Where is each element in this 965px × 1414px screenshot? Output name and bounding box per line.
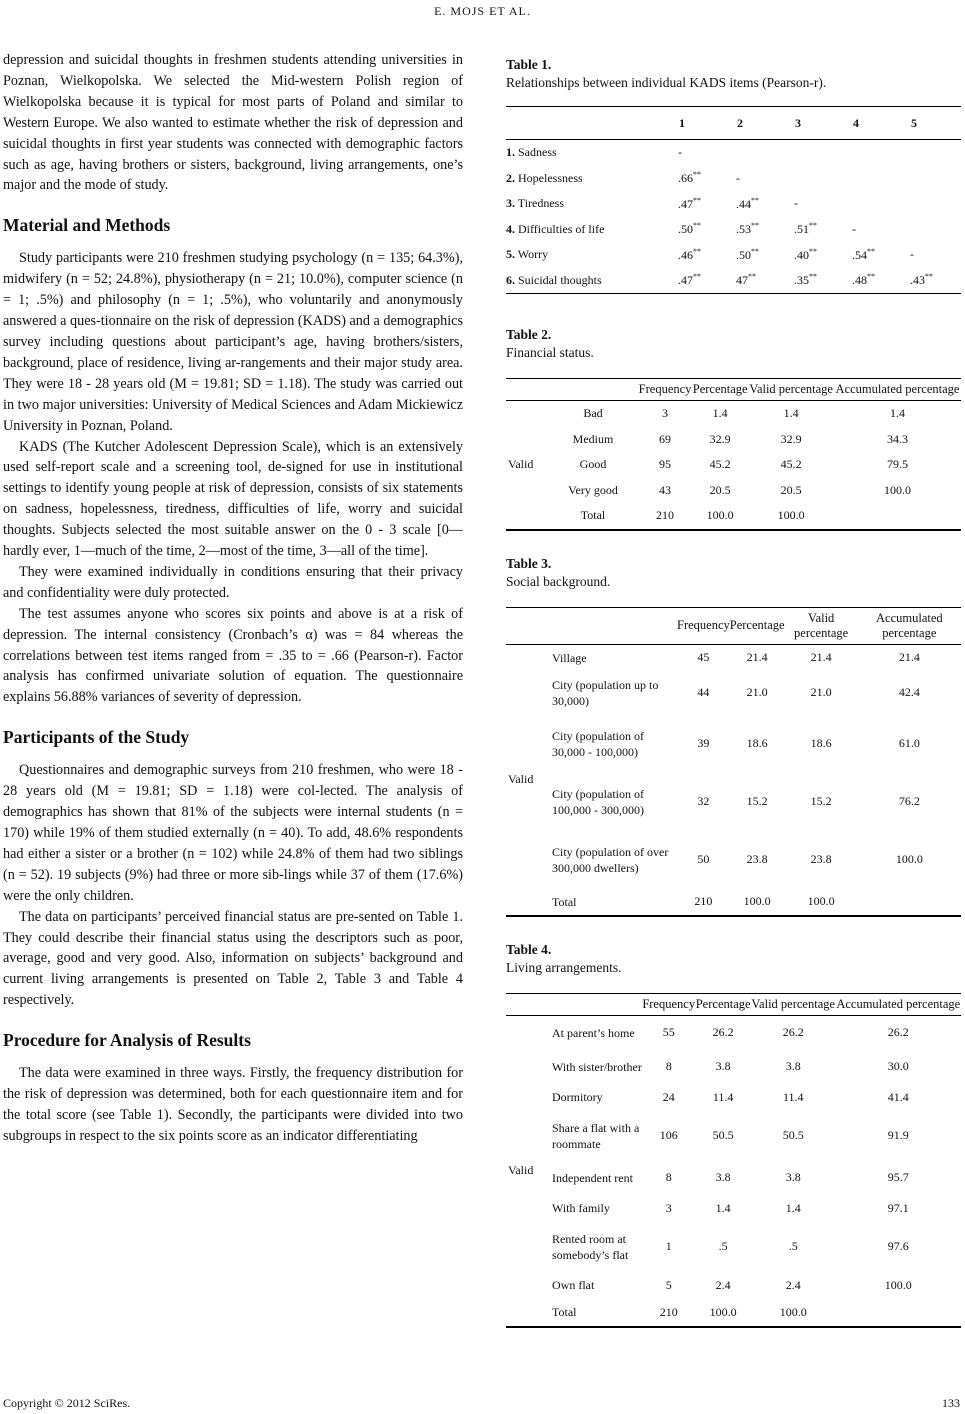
table-cell: 95 (659, 457, 672, 472)
table-cell: 95.7 (887, 1170, 909, 1184)
table-label: Table 4. (506, 941, 552, 957)
table-head (506, 379, 961, 401)
column-header: 4 (852, 107, 910, 140)
table-cell: .5 (718, 1239, 728, 1253)
header-row (506, 993, 961, 1015)
table-caption: Social background. (506, 573, 611, 589)
table-cell: 2.4 (715, 1277, 731, 1292)
table-cell: 76.2 (898, 794, 920, 808)
page-number: 133 (942, 1396, 960, 1410)
section-title-participants: Participants of the Study (3, 727, 190, 748)
paragraph: Questionnaires and demographic surveys from 210 freshmen, who were 18 - 28 years old (M = 19.81; SD = 1.18) were col-lected. The analysis of demographics has shown that 81% of the subjects were internal students (n = 170) while 19% of them studied externally (n = 40). To add, 48.6% respondents had either a sister or a brother (n = 102) while 24.8% of them had two siblings (n = 52). 19 subjects (9%) had three or more sib-lings while 37 of them (17.6%) were the only children. (3, 762, 463, 904)
table-cell: 91.9 (887, 1128, 909, 1142)
table-cell (834, 503, 961, 530)
table-cell: 21.4 (898, 650, 920, 664)
significance-mark: ** (809, 246, 817, 256)
valid-label: Valid (508, 772, 534, 786)
significance-mark: ** (748, 272, 756, 282)
table-cell: 45.2 (780, 457, 802, 472)
table-cell: 20.5 (780, 482, 802, 497)
table-correlations (506, 106, 961, 294)
table-cell: 2.4 (785, 1277, 801, 1292)
table-cell (794, 140, 852, 166)
table-cell: - (852, 221, 856, 236)
significance-mark: ** (693, 195, 701, 205)
table-row (506, 1161, 961, 1195)
table-cell: 50.5 (782, 1128, 804, 1142)
column-header (506, 379, 638, 401)
table-row (506, 217, 961, 243)
row-number: 1. (506, 145, 515, 160)
table-cell: - (794, 196, 798, 211)
valid-label: Valid (508, 1163, 534, 1177)
table-cell: 41.4 (887, 1089, 909, 1104)
table-cell: 100.0 (883, 482, 911, 497)
table-cell: 5 (665, 1277, 672, 1292)
row-label: 5. Worry (506, 247, 549, 262)
table-cell: 50.5 (712, 1128, 734, 1142)
table-cell (736, 140, 794, 166)
row-label: Bad (583, 406, 603, 421)
row-label: Very good (568, 482, 618, 497)
column-header: Percentage (695, 993, 751, 1015)
table-cell: 100.0 (777, 508, 805, 523)
table-row (506, 140, 961, 166)
table-cell: 3.8 (785, 1170, 801, 1184)
table-cell: 97.6 (887, 1239, 909, 1253)
table-cell: 34.3 (886, 431, 908, 446)
table-cell: 39 (697, 736, 710, 750)
row-label: Share a flat with a roommate (552, 1120, 640, 1151)
table-cell: 23.8 (746, 852, 768, 866)
table-row (506, 1050, 961, 1084)
table-cell: 210 (659, 1304, 678, 1319)
table-cell (910, 191, 961, 217)
table-row (506, 1299, 961, 1327)
table-cell: - (736, 170, 740, 185)
table-cell: .46** (678, 246, 701, 262)
table-row (506, 401, 961, 427)
table-label: Table 1. (506, 57, 552, 72)
table-cell: 1.4 (712, 406, 728, 421)
table-cell: 15.2 (746, 794, 768, 808)
table-cell: - (678, 145, 682, 160)
intro-paragraph: depression and suicidal thoughts in freshmen students attending universities in Poznan, Wielkopolska. We selected the Mid-western Polish region of Wielkopolska because it is typical for most parts of Poland and similar to Western Europe. We also wanted to estimate whether the risk of depression and suicidal thoughts in first year students was connected with demographic factors such as age, having brothers or sisters, background, living arrangements, one’s major and the mode of study. (3, 52, 463, 194)
row-label: Village (552, 650, 587, 665)
body-text-column (3, 50, 463, 1147)
paragraph: The data were examined in three ways. Firstly, the frequency distribution for the risk of depression was determined, both for each questionnaire item and for the total score (see Table 1). Secondly, the participants were divided into two subgroups in respect to the six points score as an indicator differentiating (3, 1065, 463, 1144)
row-label: With family (552, 1201, 610, 1215)
table-cell: 24 (662, 1089, 675, 1104)
table-cell: 100.0 (709, 1304, 737, 1319)
table-cell: 32.9 (709, 431, 731, 446)
table-cell: 18.6 (810, 736, 832, 750)
table-cell: .5 (788, 1239, 798, 1253)
row-label: City (population up to 30,000) (552, 677, 659, 708)
significance-mark: ** (693, 170, 701, 180)
column-header: Valid percentage (751, 993, 836, 1015)
table-row (506, 1084, 961, 1111)
table-cell: 21.0 (810, 685, 832, 699)
row-label: City (population of over 300,000 dwellers) (552, 844, 669, 875)
column-header: Frequency (638, 379, 692, 401)
table-cell: 55 (662, 1025, 675, 1039)
table-cell: 30.0 (887, 1059, 909, 1073)
table-cell: 21.4 (810, 650, 832, 664)
header-row (506, 607, 961, 644)
running-header: E. MOJS ET AL. (434, 4, 531, 18)
table-cell: 1.4 (889, 406, 905, 421)
row-label: Total (552, 894, 577, 909)
table-cell: 26.2 (782, 1025, 804, 1039)
row-number: 4. (506, 221, 515, 236)
table-cell: 43 (659, 482, 672, 497)
table-cell: 26.2 (712, 1025, 734, 1039)
table-row (506, 889, 961, 916)
table-cell: 21.0 (746, 685, 768, 699)
paragraph: They were examined individually in conditions ensuring that their privacy and confidentiality were duly protected. (3, 563, 463, 601)
row-label: Good (579, 457, 607, 472)
significance-mark: ** (693, 272, 701, 282)
table-cell: .53** (736, 221, 759, 237)
table-row (506, 478, 961, 504)
table-cell: 32.9 (780, 431, 802, 446)
table-cell: .54** (852, 246, 875, 262)
column-header: Percentage (692, 379, 748, 401)
table-cell: 100.0 (743, 894, 771, 908)
table-head (506, 607, 961, 644)
table-cell: 100.0 (895, 852, 923, 866)
table-cell: 50 (697, 852, 710, 866)
table-cell: .47** (678, 272, 701, 288)
table-cell: 1.4 (715, 1200, 731, 1215)
valid-label: Valid (508, 457, 534, 472)
significance-mark: ** (809, 272, 817, 282)
paragraph: KADS (The Kutcher Adolescent Depression Scale), which is an extensively used self-report scale and a screening tool, de-signed for use in institutional settings to identify young people at risk of depression, consists of six statements on sadness, hopelessness, tiredness, difficulties of life, worry and suicidal thoughts. Subjects selected the most suitable answer on the 0 - 3 scale [0—hardly ever, 1—much of the time, 2—most of the time, 3—all of the time]. (3, 438, 463, 560)
table-row (506, 452, 961, 478)
table-cell: .35** (794, 272, 817, 288)
table-social-background (506, 607, 961, 917)
table-cell (910, 140, 961, 166)
table-label: Table 2. (506, 327, 552, 342)
significance-mark: ** (693, 221, 701, 231)
table-row (506, 644, 961, 671)
column-header (506, 993, 642, 1015)
table-cell: .40** (794, 246, 817, 262)
table-cell: 21.4 (746, 650, 768, 664)
table-cell: 3 (662, 406, 669, 421)
significance-mark: ** (809, 221, 817, 231)
table-cell: 61.0 (898, 736, 920, 750)
table-cell: 1.4 (783, 406, 799, 421)
significance-mark: ** (751, 195, 759, 205)
table-row (506, 427, 961, 453)
table-row (506, 503, 961, 530)
table-head (506, 993, 961, 1015)
column-header: 3 (794, 107, 852, 140)
column-header: Percentage (730, 607, 785, 644)
table-cell: 79.5 (886, 457, 908, 472)
table-cell: 47** (736, 272, 756, 288)
table-cell (852, 140, 910, 166)
column-header: Accumulated percentage (858, 607, 961, 644)
table-cell: 44 (697, 685, 710, 699)
row-label: Own flat (552, 1278, 595, 1292)
table-caption: Relationships between individual KADS items (Pearson-r). (506, 75, 827, 90)
header-row (506, 379, 961, 401)
row-label: Total (580, 508, 606, 523)
row-label: City (population of 100,000 - 300,000) (552, 786, 644, 817)
table-row (506, 831, 961, 889)
table-row (506, 773, 961, 831)
column-header (506, 607, 677, 644)
table-caption: Financial status. (506, 345, 594, 360)
column-header: Frequency (677, 607, 730, 644)
table-living-arrangements (506, 993, 961, 1328)
row-label: Rented room at somebody’s flat (552, 1231, 629, 1262)
table-row (506, 1015, 961, 1050)
row-label: 6. Suicidal thoughts (506, 272, 602, 287)
table-cell: 11.4 (782, 1089, 804, 1104)
table-cell: 20.5 (709, 482, 731, 497)
table-row (506, 242, 961, 268)
table-cell: 15.2 (810, 794, 832, 808)
row-label: Medium (572, 431, 614, 446)
table-row (506, 268, 961, 294)
table-cell: .43** (910, 272, 933, 288)
column-header: Frequency (642, 993, 695, 1015)
column-header: 2 (736, 107, 794, 140)
table-cell: 100.0 (779, 1304, 807, 1319)
table-cell: 100.0 (807, 894, 835, 908)
table-row (506, 715, 961, 773)
table-row (506, 1272, 961, 1299)
table-row (506, 191, 961, 217)
table-cell: 42.4 (898, 685, 920, 699)
table-cell: 11.4 (712, 1089, 734, 1104)
row-label: 4. Difficulties of life (506, 221, 605, 236)
table-cell (852, 166, 910, 192)
table-body (506, 1015, 961, 1327)
table-cell: .48** (852, 272, 875, 288)
table-row (506, 671, 961, 715)
table-cell: 1 (665, 1239, 672, 1253)
table-cell: 100.0 (706, 508, 734, 523)
table-cell: .50** (736, 246, 759, 262)
paragraph: The test assumes anyone who scores six points and above is at a risk of depression. The internal consistency (Cronbach’s α) was = 84 whereas the correlations between test items ranged from = .35 to = .66 (Pearson-r). Factor analysis has confirmed univariate solution of equation. The questionnaire explains 56.88% variances of severity of depression. (3, 605, 463, 706)
table-cell: .47** (678, 195, 701, 211)
table-cell: 3.8 (785, 1059, 801, 1073)
table-cell: 210 (656, 508, 675, 523)
table-row (506, 1195, 961, 1222)
significance-mark: ** (751, 221, 759, 231)
column-header: Valid percentage (785, 607, 858, 644)
row-number: 3. (506, 196, 515, 211)
table-cell: 1.4 (785, 1200, 801, 1215)
table-cell: 106 (659, 1128, 678, 1142)
tables-column (506, 56, 961, 1328)
table-cell: 3 (665, 1200, 672, 1215)
table-cell: 3.8 (715, 1170, 731, 1184)
table-cell: 23.8 (810, 852, 832, 866)
row-label: Dormitory (552, 1090, 603, 1104)
table-row (506, 1111, 961, 1161)
significance-mark: ** (693, 246, 701, 256)
copyright-footer: Copyright © 2012 SciRes. (3, 1396, 131, 1410)
row-label: Independent rent (552, 1170, 633, 1185)
paragraph: Study participants were 210 freshmen studying psychology (n = 135; 64.3%), midwifery (n = 52; 24.8%), physiotherapy (n = 21; 10.0%), computer science (n = 1; .5%) and philosophy (n = 1; .5%), who voluntarily and anonymously answered a ques-tionnaire on the risk of depression (KADS) and a demographics survey including questions about participant’s age, having brothers/sisters, background, place of residence, living ar-rangements and their major study area. They were 18 - 28 years old (M = 19.81; SD = 1.18). The study was carried out in two major universities: University of Medical Sciences and Adam Mickiewicz University in Poznan, Poland. (3, 250, 463, 434)
section-title-methods: Material and Methods (3, 215, 171, 236)
table-cell: 100.0 (884, 1277, 912, 1292)
table-cell: 69 (659, 431, 672, 446)
table-cell (836, 1299, 961, 1327)
row-label: 2. Hopelessness (506, 170, 583, 185)
table-label: Table 3. (506, 555, 552, 571)
significance-mark: ** (925, 272, 933, 282)
column-header: 1 (678, 107, 736, 140)
table-cell (852, 191, 910, 217)
table-cell: 8 (665, 1170, 672, 1184)
section-title-procedure: Procedure for Analysis of Results (3, 1030, 251, 1051)
table-cell: 45.2 (709, 457, 731, 472)
table-cell: 45 (697, 650, 710, 664)
row-number: 2. (506, 170, 515, 185)
table-cell: 32 (697, 794, 710, 808)
row-label: Total (552, 1305, 577, 1319)
table-cell (910, 166, 961, 192)
table-cell: 3.8 (715, 1059, 731, 1073)
row-label: At parent’s home (552, 1025, 635, 1040)
paragraph: The data on participants’ perceived financial status are pre-sented on Table 1. They could describe their financial status using the descriptors such as poor, average, good and very good. Also, information on subjects’ background and current living arrangements is presented on Table 2, Table 3 and Table 4 respectively. (3, 908, 463, 1009)
column-header: Accumulated percentage (836, 993, 961, 1015)
row-label: With sister/brother (552, 1059, 642, 1074)
table-cell: 97.1 (887, 1200, 909, 1215)
table-cell (858, 889, 961, 916)
row-number: 6. (506, 272, 515, 287)
table-cell: - (910, 247, 914, 262)
table-cell: 26.2 (887, 1025, 909, 1039)
table-cell (794, 166, 852, 192)
table-body (506, 644, 961, 916)
column-header: Valid percentage (748, 379, 834, 401)
row-number: 5. (506, 247, 515, 262)
table-body (506, 401, 961, 530)
table-cell: .44** (736, 195, 759, 211)
table-cell (910, 217, 961, 243)
column-header: 5 (910, 107, 961, 140)
table-financial-status (506, 378, 961, 531)
column-header: Accumulated percentage (834, 379, 961, 401)
table-cell: 8 (665, 1059, 672, 1073)
table-cell: 210 (694, 894, 713, 908)
table-cell: .66** (678, 170, 701, 186)
significance-mark: ** (867, 246, 875, 256)
significance-mark: ** (751, 246, 759, 256)
row-label: 1. Sadness (506, 145, 557, 160)
table-cell: .50** (678, 221, 701, 237)
significance-mark: ** (867, 272, 875, 282)
table-cell: .51** (794, 221, 817, 237)
table-row (506, 1222, 961, 1272)
table-cell: 18.6 (746, 736, 768, 750)
table-caption: Living arrangements. (506, 959, 622, 975)
table-row (506, 166, 961, 192)
row-label: 3. Tiredness (506, 196, 565, 211)
row-label: City (population of 30,000 - 100,000) (552, 728, 644, 759)
